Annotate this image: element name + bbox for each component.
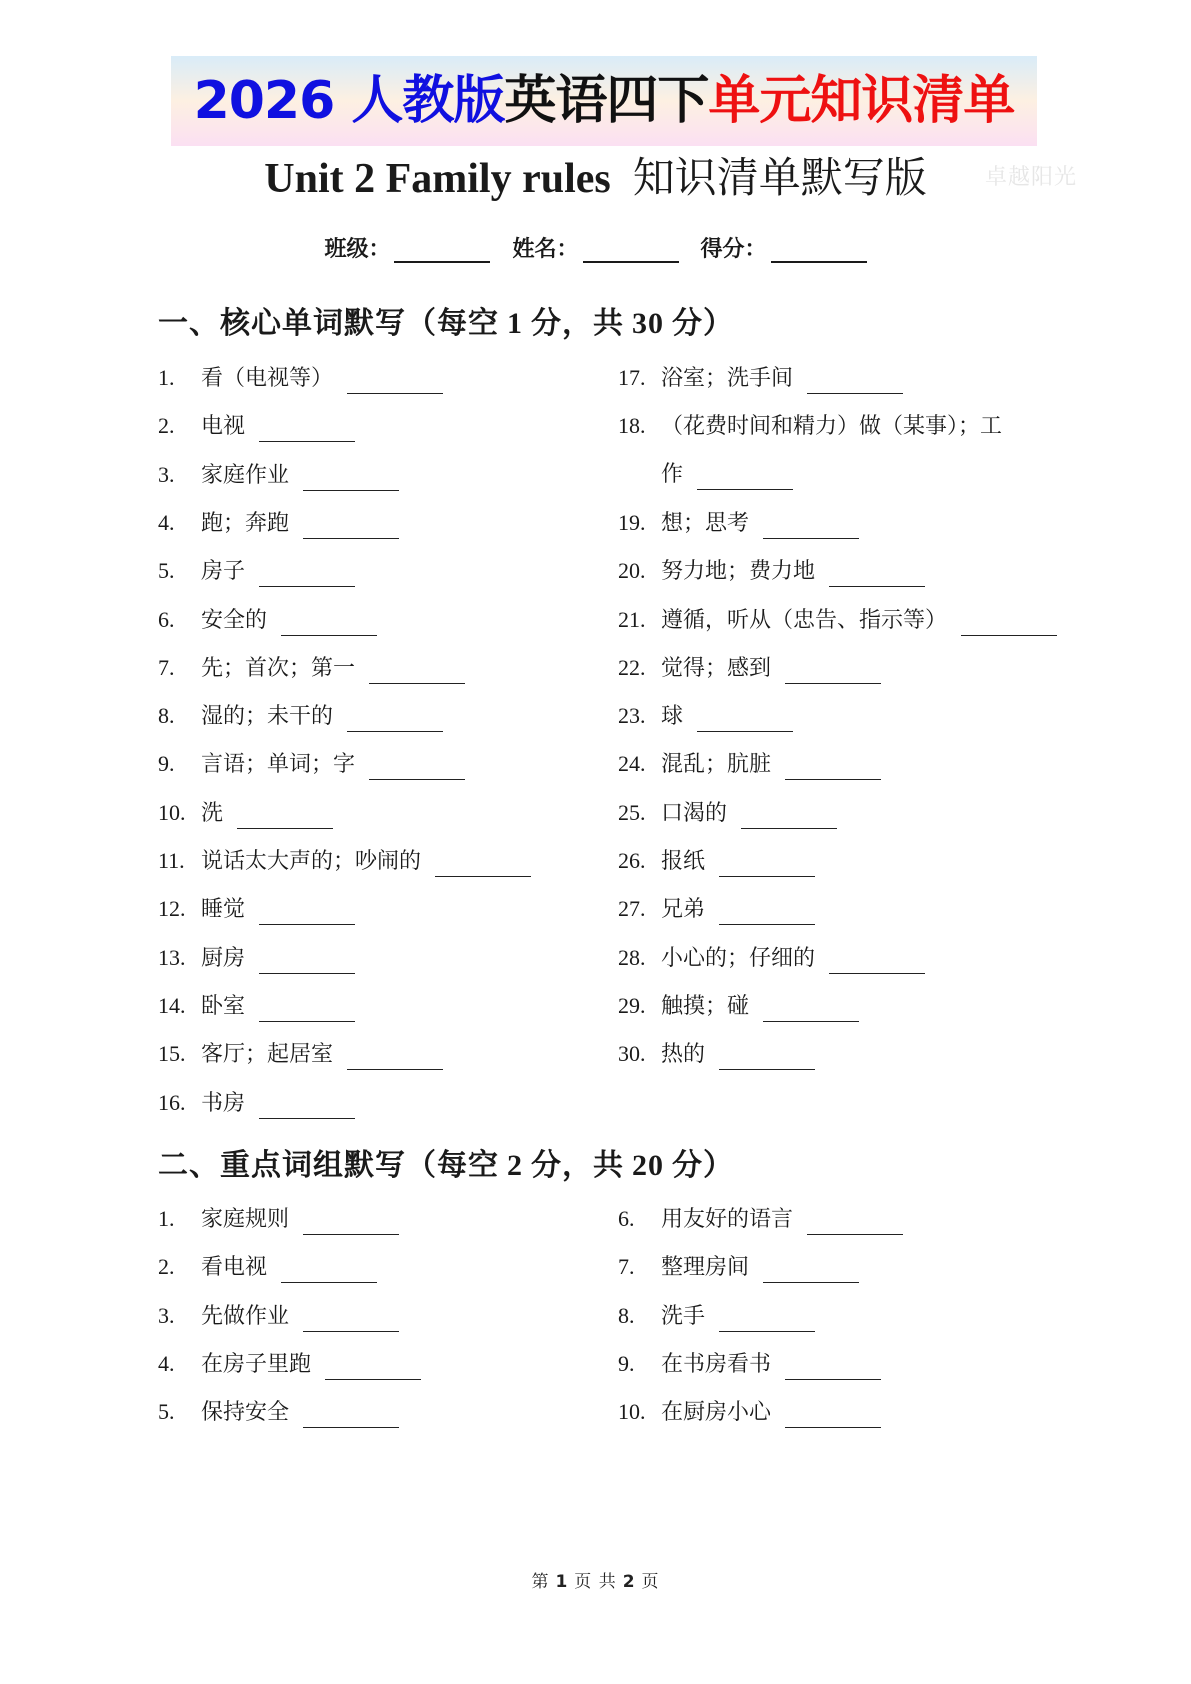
section-1-heading [158,298,734,342]
answer-blank[interactable] [281,611,377,636]
item-number: 8. [158,703,175,729]
answer-blank[interactable] [259,1094,355,1119]
item-number: 10. [158,799,186,825]
item-number: 21. [618,606,646,632]
answer-blank[interactable] [259,562,355,587]
item-number: 16. [158,1089,186,1115]
banner-title-edition: 2026 人教版 [193,71,505,131]
item-number: 24. [618,751,646,777]
item-number: 5. [158,1399,175,1425]
score-label: 得分： [700,237,767,262]
item-number: 26. [618,848,646,873]
item-number: 2. [158,413,175,439]
footer-label-c: 页 [641,1572,660,1592]
section-1-heading-prefix: 一、核心单词默写（每空 [158,306,499,341]
answer-blank[interactable] [259,997,355,1022]
answer-blank[interactable] [785,755,881,780]
item-prompt: 洗手 [661,1303,706,1329]
answer-blank[interactable] [259,949,355,974]
item-prompt-continued-text: 作 [661,462,684,488]
list-item [618,701,793,732]
answer-blank[interactable] [259,900,355,925]
answer-blank[interactable] [369,755,465,780]
item-prompt: 在厨房小心 [661,1400,772,1426]
item-prompt: 口渴的 [661,800,728,826]
list-item [158,1039,443,1070]
item-prompt: 跑；奔跑 [201,510,290,536]
section-2-points-per-blank: 2 [507,1149,523,1182]
name-blank[interactable] [583,239,679,263]
answer-blank[interactable] [829,562,925,587]
class-label: 班级： [324,237,391,262]
answer-blank[interactable] [237,804,333,829]
list-item [618,556,925,587]
unit-title: Unit 2 Family rules [264,156,611,202]
worksheet-type: 知识清单默写版 [632,153,927,202]
answer-blank[interactable] [347,707,443,732]
answer-blank[interactable] [785,1403,881,1428]
name-label: 姓名： [512,237,579,262]
list-item [618,1301,815,1332]
item-number: 13. [158,944,186,970]
class-field [324,232,490,263]
item-number: 3. [158,461,175,487]
title-banner [171,56,1037,146]
item-number: 6. [618,1206,635,1231]
item-number: 17. [618,365,646,390]
item-number: 20. [618,558,646,584]
list-item [158,1252,377,1283]
item-prompt: 安全的 [201,607,268,633]
item-prompt: 电视 [201,414,246,440]
list-item [158,460,399,491]
list-item [618,508,859,539]
answer-blank[interactable] [785,659,881,684]
item-number: 30. [618,1041,646,1067]
item-prompt: 客厅；起居室 [201,1042,334,1068]
item-number: 18. [618,413,646,439]
student-info-row [0,232,1191,263]
answer-blank[interactable] [259,417,355,442]
item-number: 14. [158,992,186,1018]
item-number: 5. [158,558,175,584]
item-prompt: 卧室 [201,993,246,1019]
answer-blank[interactable] [303,514,399,539]
answer-blank[interactable] [347,1045,443,1070]
answer-blank[interactable] [303,1210,399,1235]
item-prompt: 兄弟 [661,897,706,923]
section-1-points-per-blank: 1 [507,307,523,340]
answer-blank[interactable] [807,1210,903,1235]
list-item [158,363,443,394]
item-prompt: 房子 [201,559,246,585]
list-item [618,749,881,780]
list-item [618,846,815,877]
list-item [618,894,815,925]
item-prompt: 在书房看书 [661,1351,772,1377]
item-number: 7. [158,654,175,680]
item-prompt: 睡觉 [201,897,246,923]
section-2-heading-suffix: 分） [672,1148,734,1183]
item-number: 9. [618,1350,635,1376]
banner-title-subject: 英语四下 [504,71,709,131]
list-item [618,411,1002,490]
list-item [618,653,881,684]
item-prompt: （花费时间和精力）做（某事）；工 [661,414,1003,440]
item-number: 11. [158,848,185,873]
item-prompt-continued [618,460,1002,490]
answer-blank[interactable] [763,1258,859,1283]
item-prompt: 洗 [201,800,224,826]
item-prompt: 努力地；费力地 [661,559,816,585]
item-prompt: 遵循，听从（忠告、指示等） [661,607,948,633]
list-item [158,1397,399,1428]
answer-blank[interactable] [807,369,903,394]
item-prompt: 小心的；仔细的 [661,945,816,971]
item-prompt: 球 [661,704,684,730]
item-prompt: 觉得；感到 [661,655,772,681]
score-blank[interactable] [771,239,867,263]
list-item [618,1252,859,1283]
item-prompt: 厨房 [201,945,246,971]
item-number: 8. [618,1302,635,1328]
answer-blank[interactable] [741,804,837,829]
item-prompt: 先；首次；第一 [201,655,356,681]
item-number: 25. [618,799,646,825]
item-number: 28. [618,944,646,970]
list-item [158,846,531,877]
answer-blank[interactable] [763,997,859,1022]
footer-label-a: 第 [531,1572,550,1592]
list-item [618,1349,881,1380]
section-1-total-points: 30 [632,307,664,340]
item-prompt: 用友好的语言 [661,1207,794,1232]
answer-blank[interactable] [303,1307,399,1332]
banner-title [193,71,1015,131]
item-number: 1. [158,365,175,390]
item-number: 2. [158,1254,175,1280]
list-item [158,605,377,636]
section-1-heading-mid: 分，共 [531,306,624,341]
page-footer [0,1567,1191,1592]
answer-blank[interactable] [719,1045,815,1070]
list-item [158,411,355,442]
list-item [158,1088,355,1119]
footer-label-b: 页 共 [574,1572,617,1592]
banner-title-topic: 单元知识清单 [708,71,1015,131]
answer-blank[interactable] [719,1307,815,1332]
current-page-number: 1 [555,1572,569,1592]
item-prompt: 整理房间 [661,1255,750,1281]
item-number: 27. [618,896,646,922]
list-item [618,363,903,394]
list-item [158,991,355,1022]
item-prompt: 保持安全 [201,1400,290,1426]
list-item [158,943,355,974]
item-prompt: 触摸；碰 [661,993,750,1019]
item-prompt: 热的 [661,1042,706,1068]
item-number: 10. [618,1399,646,1425]
item-prompt: 湿的；未干的 [201,704,334,730]
item-prompt: 言语；单词；字 [201,752,356,778]
answer-blank[interactable] [719,852,815,877]
section-2-total-points: 20 [632,1149,664,1182]
list-item [618,1039,815,1070]
item-number: 4. [158,1350,175,1376]
answer-blank[interactable] [347,369,443,394]
section-1-heading-suffix: 分） [672,306,734,341]
list-item [158,749,465,780]
score-field [701,232,867,263]
list-item [618,798,837,829]
item-number: 22. [618,654,646,680]
watermark: 卓越阳光 [985,165,1078,190]
answer-blank[interactable] [697,707,793,732]
answer-blank[interactable] [325,1355,421,1380]
list-item [158,701,443,732]
answer-blank[interactable] [369,659,465,684]
item-prompt: 报纸 [661,849,706,874]
total-pages-number: 2 [622,1572,636,1592]
item-number: 9. [158,751,175,777]
item-prompt: 看（电视等） [201,366,334,391]
item-number: 1. [158,1206,175,1231]
item-number: 19. [618,509,646,535]
item-prompt: 在房子里跑 [201,1351,312,1377]
list-item [158,798,333,829]
answer-blank[interactable] [281,1258,377,1283]
answer-blank[interactable] [961,611,1057,636]
item-prompt: 混乱；肮脏 [661,752,772,778]
item-number: 12. [158,896,186,922]
answer-blank[interactable] [719,900,815,925]
item-number: 7. [618,1254,635,1280]
item-prompt: 想；思考 [661,510,750,536]
answer-blank[interactable] [763,514,859,539]
list-item [618,605,1057,636]
list-item [158,508,399,539]
item-prompt: 书房 [201,1090,246,1116]
list-item [158,894,355,925]
list-item [618,943,925,974]
answer-blank[interactable] [785,1355,881,1380]
list-item [158,1349,421,1380]
item-number: 23. [618,703,646,729]
item-prompt: 看电视 [201,1255,268,1281]
item-prompt: 先做作业 [201,1303,290,1329]
answer-blank[interactable] [303,1403,399,1428]
list-item [158,1204,399,1235]
list-item [158,1301,399,1332]
item-number: 4. [158,509,175,535]
answer-blank[interactable] [435,852,531,877]
list-item [618,991,859,1022]
item-prompt: 家庭规则 [201,1207,290,1232]
item-prompt: 说话太大声的；吵闹的 [201,849,422,874]
answer-blank[interactable] [829,949,925,974]
item-prompt: 浴室；洗手间 [661,366,794,391]
name-field [512,232,678,263]
item-prompt: 家庭作业 [201,462,290,488]
item-number: 6. [158,606,175,632]
answer-blank[interactable] [303,466,399,491]
section-2-heading [158,1140,734,1184]
list-item [618,1204,903,1235]
section-2-heading-prefix: 二、重点词组默写（每空 [158,1148,499,1183]
item-number: 3. [158,1302,175,1328]
list-item [158,556,355,587]
list-item [618,1397,881,1428]
item-number: 15. [158,1041,186,1067]
list-item [158,653,465,684]
section-2-heading-mid: 分，共 [531,1148,624,1183]
item-number: 29. [618,992,646,1018]
class-blank[interactable] [394,239,490,263]
answer-blank[interactable] [697,465,793,490]
